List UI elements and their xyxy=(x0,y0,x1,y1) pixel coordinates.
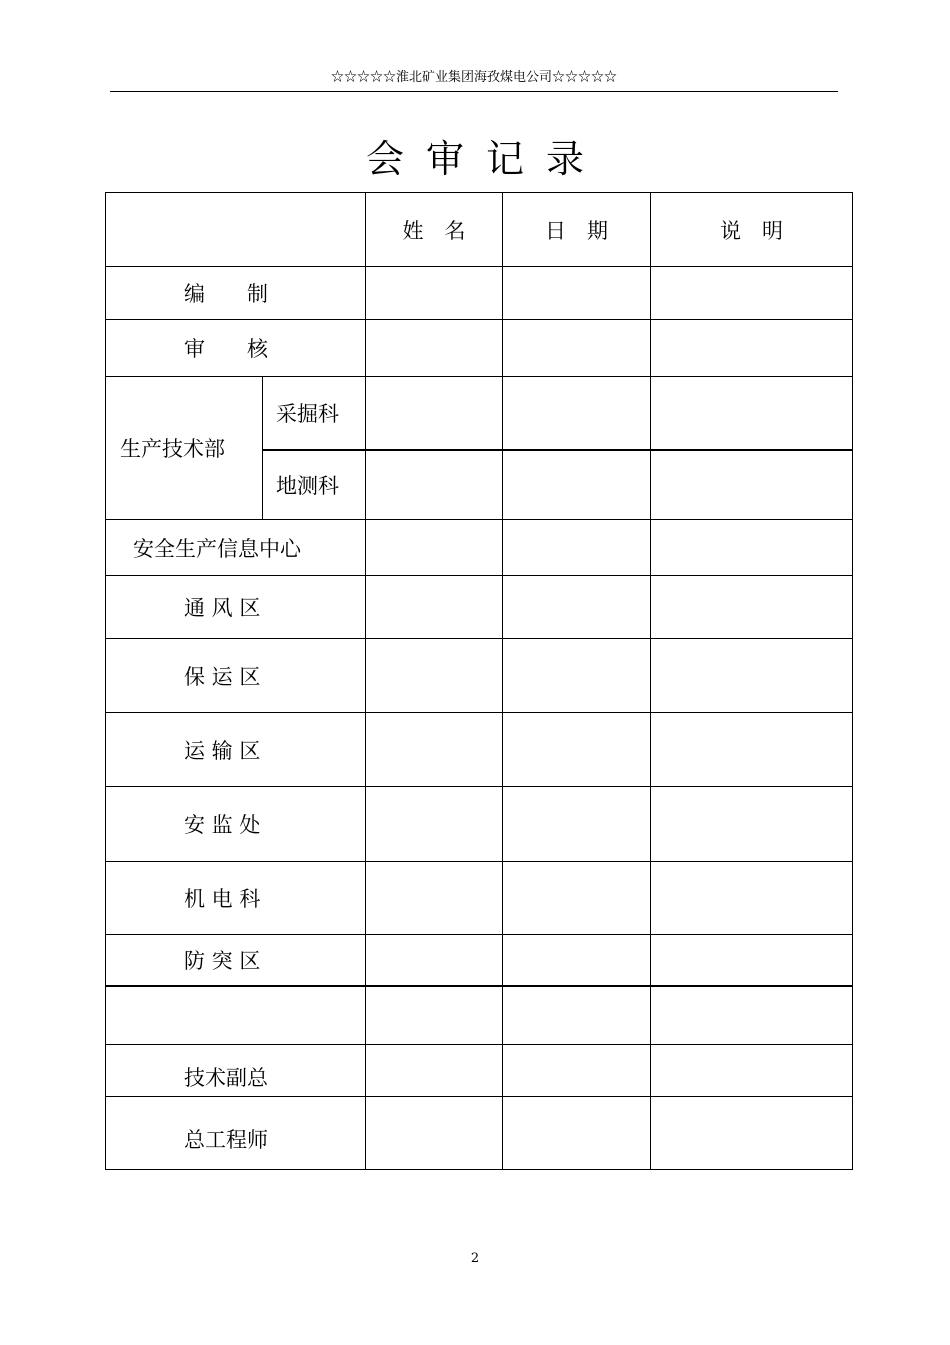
row-label-ventilation: 通 风 区 xyxy=(184,596,261,620)
row-label-safety-info-center: 安全生产信息中心 xyxy=(133,536,301,561)
table-border-right xyxy=(852,192,853,1170)
page-number: 2 xyxy=(470,1251,480,1266)
row-label-deputy-technical-chief: 技术副总 xyxy=(184,1065,268,1090)
row-label-compile: 编 制 xyxy=(184,282,268,306)
column-header-notes: 说 明 xyxy=(720,218,783,243)
row-label-chief-engineer: 总工程师 xyxy=(184,1128,268,1152)
row-line xyxy=(262,449,853,451)
table-border-left xyxy=(105,192,106,1170)
row-label-review: 审 核 xyxy=(184,337,268,361)
company-header: ☆☆☆☆☆淮北矿业集团海孜煤电公司☆☆☆☆☆ xyxy=(330,70,617,85)
column-header-date: 日 期 xyxy=(545,218,608,243)
row-label-electromechanical: 机 电 科 xyxy=(184,887,261,911)
row-label-survey-section: 地测科 xyxy=(276,474,339,498)
col-line xyxy=(365,192,366,1170)
page-title: 会审记录 xyxy=(365,137,606,181)
row-label-safety-supervision: 安 监 处 xyxy=(184,813,261,837)
row-label-production-tech-dept: 生产技术部 xyxy=(120,437,225,461)
col-line xyxy=(650,192,651,1170)
row-label-outburst-prevention: 防 突 区 xyxy=(184,949,261,973)
row-label-maintenance: 保 运 区 xyxy=(184,664,261,689)
row-label-mining-section: 采掘科 xyxy=(276,402,339,426)
column-header-name: 姓 名 xyxy=(402,218,466,243)
row-line xyxy=(105,985,853,987)
row-label-transport: 运 输 区 xyxy=(184,738,261,763)
col-line xyxy=(262,376,263,520)
col-line xyxy=(502,192,503,1170)
